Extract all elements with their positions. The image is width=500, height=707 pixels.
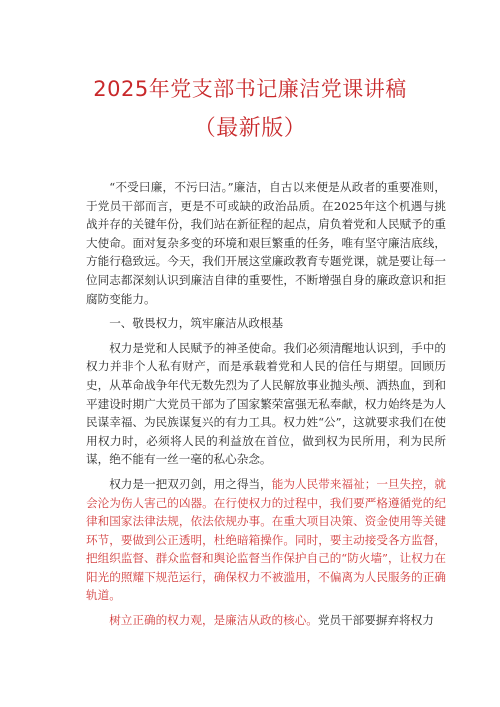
document-body bbox=[86, 178, 446, 636]
paragraph-2: 权力是党和人民赋予的神圣使命。我们必须清醒地认识到，手中的权力并非个人私有财产，而是承载着党和人民的信任与期望。回顾历史，从革命战争年代无数先烈为了人民解放事业抛头颅、洒热血，到和平建设时期广大党员干部为了国家繁荣富强无私奉献，权力始终是为人民谋幸福、为民族谋复兴的有力工具。权力姓“公”，这就要求我们在使用权力时，必须将人民的利益放在首位，做到权为民所用，利为民所谋，绝不能有一丝一毫的私心杂念。 bbox=[86, 340, 446, 467]
section-heading-1: 一、敬畏权力，筑牢廉洁从政根基 bbox=[109, 316, 284, 331]
document-title: 2025年党支部书记廉洁党课讲稿 bbox=[93, 77, 407, 101]
paragraph-4-black: 党员干部要摒弃将权力 bbox=[317, 613, 434, 628]
paragraph-3-black: 权力是一把双刃剑，用之得当， bbox=[109, 476, 272, 491]
paragraph-3 bbox=[86, 475, 446, 605]
document-subtitle: （最新版） bbox=[193, 116, 307, 141]
paragraph-3-red: 能为人民带来福祉；一旦失控，就会沦为伤人害己的凶器。在行使权力的过程中，我们要严格遵循党的纪律和国家法律法规，依法依规办事。在重大项目决策、资金使用等关键环节，要做到公正透明，杜绝暗箱操作。同时，要主动接受各方监督，把组织监督、群众监督和舆论监督当作保护自己的“防火墙”，让权力在阳光的照耀下规范运行，确保权力不被滥用，不偏离为人民服务的正确轨道。 bbox=[86, 476, 446, 603]
paragraph-4-red: 树立正确的权力观，是廉洁从政的核心。 bbox=[109, 613, 318, 628]
paragraph-4 bbox=[86, 611, 446, 630]
intro-paragraph: “不受曰廉，不污曰洁。”廉洁，自古以来便是从政者的重要准则，于党员干部而言，更是不可或缺的政治品质。在2025年这个机遇与挑战并存的关键年份，我们站在新征程的起点，肩负着党和人民赋予的重大使命。面对复杂多变的环境和艰巨繁重的任务，唯有坚守廉洁底线，方能行稳致远。今天，我们开展这堂廉政教育专题党课，就是要让每一位同志都深刻认识到廉洁自律的重要性，不断增强自身的廉政意识和拒腐防变能力。 bbox=[86, 180, 446, 306]
